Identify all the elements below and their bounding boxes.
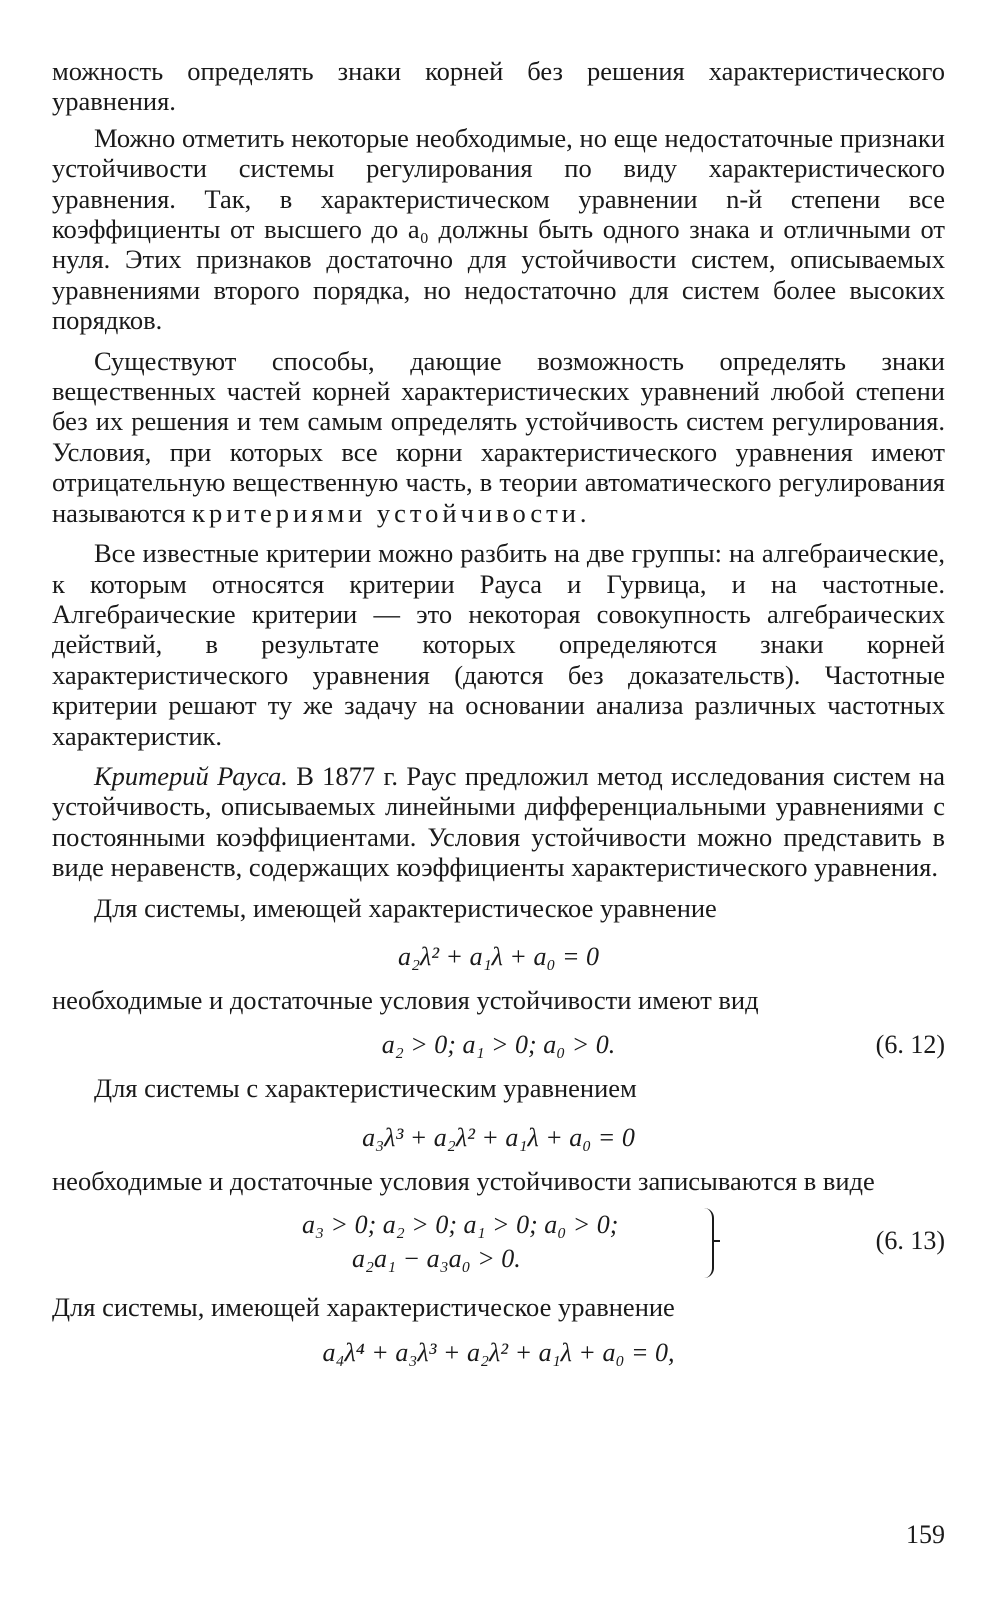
paragraph-3 [52, 346, 945, 528]
stability-criteria-term: критериями устойчивости. [192, 497, 591, 528]
routh-criterion-title: Критерий Рауса. [94, 760, 288, 791]
equation-second-order-text: a₂λ² + a₁λ + a₀ = 0 [397, 941, 600, 971]
paragraph-5 [52, 761, 945, 883]
equation-number-6-13: (6. 13) [875, 1226, 945, 1256]
equation-third-order-text: a₃λ³ + a₂λ² + a₁λ + a₀ = 0 [362, 1122, 635, 1152]
equation-6-13-row-1: a₃ > 0; a₂ > 0; a₁ > 0; a₀ > 0; [302, 1210, 619, 1240]
page-number: 159 [906, 1520, 945, 1549]
paragraph-1: можность определять знаки корней без решения характеристического уравнения. [52, 56, 945, 117]
paragraph-4: Все известные критерии можно разбить на две группы: на алгебраические, к которым относятся критерии Рауса и Гурвица, и на частотные. Алгебраические критерии — это некоторая совокупность алгебраических действий, в результате которых определяются знаки корней характеристического уравнения (даются без доказательств). Частотные критерии решают ту же задачу на основании анализа различных частотных характеристик. [52, 538, 945, 751]
equation-6-12-text: a₂ > 0; a₁ > 0; a₀ > 0. [381, 1030, 616, 1060]
paragraph-7: необходимые и достаточные условия устойчивости имеют вид [52, 984, 759, 1015]
equation-second-order [52, 933, 945, 981]
paragraph-5-text: В 1877 г. Раус предложил метод исследования систем на устойчивость, описываемых линейными дифференциальными уравнениями с постоянными коэффициентами. Условия устойчивости можно представить в виде неравенств, содержащих коэффициенты характеристического уравнения. [52, 760, 945, 883]
paragraph-9: необходимые и достаточные условия устойчивости записываются в виде [52, 1165, 875, 1196]
equation-6-13-row-2: a₂a₁ − a₃a₀ > 0. [352, 1244, 521, 1274]
paragraph-3-text: Существуют способы, дающие возможность определять знаки вещественных частей корней характеристических уравнений любой степени без их решения и тем самым определять устойчивость систем регулирования. Условия, при которых все корни характеристического уравнения имеют отрицательную вещественную часть, в теории автоматического регулирования называются [52, 345, 945, 528]
paragraph-2: Можно отметить некоторые необходимые, но еще недостаточные признаки устойчивости системы регулирования по виду характеристического уравнения. Так, в характеристическом уравнении n-й степени все коэффициенты от высшего до a₀ должны быть одного знака и отличными от нуля. Этих признаков достаточно для устойчивости систем, описываемых уравнениями второго порядка, но недостаточно для систем более высоких порядков. [52, 122, 945, 336]
paragraph-8: Для системы с характеристическим уравнением [94, 1073, 637, 1104]
equation-fourth-order-text: a₄λ⁴ + a₃λ³ + a₂λ² + a₁λ + a₀ = 0, [322, 1337, 675, 1367]
equation-number-6-12: (6. 12) [875, 1030, 945, 1060]
equation-6-12 [52, 1021, 945, 1069]
equation-third-order [52, 1114, 945, 1162]
equation-6-13 [52, 1204, 945, 1284]
equation-fourth-order [52, 1329, 945, 1377]
right-brace [702, 1208, 714, 1278]
paragraph-6: Для системы, имеющей характеристическое уравнение [94, 892, 717, 923]
paragraph-10: Для системы, имеющей характеристическое уравнение [52, 1292, 675, 1323]
